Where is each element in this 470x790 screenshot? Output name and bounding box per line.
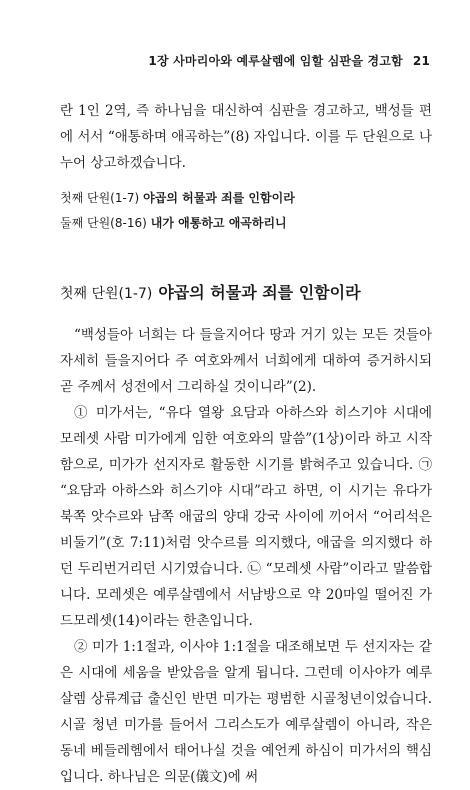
body-paragraph: ① 미가서는, “유다 열왕 요담과 아하스와 히스기야 시대에 모레셋 사람 미가에게 임한 여호와의 말씀”(1상)이라 하고 시작함으로, 미가가 선지자로 활동한 시기를 밝혀주고 있습니다. ㉠ “요담과 아하스와 히스기야 시대”라고 하면, 이 시기는 유다가 북쪽 앗수르와 남쪽 애굽의 양대 강국 사이에 끼어서 “어리석은 비둘기”(호 7:11)처럼 앗수르를 의지했다, 애굽을 의지했다 하던 두리번거리던 시기였습니다. ㉡ “모레셋 사람”이라고 말씀합니다. 모레셋은 예루살렘에서 서남방으로 약 20마일 떨어진 가드모레셋(14)이라는 한촌입니다.	[60, 405, 432, 629]
chapter-title: 1장 사마리아와 예루살렘에 임할 심판을 경고함	[148, 54, 403, 68]
section-heading	[60, 280, 361, 303]
body-text	[60, 322, 432, 790]
scripture-quote: “백성들아 너희는 다 들을지어다 땅과 거기 있는 모든 것들아 자세히 들을지어다 주 여호와께서 너희에게 대하여 증거하시되 곧 주께서 성전에서 그리하실 것이니라”(2).	[60, 327, 432, 395]
outline-title: 내가 애통하고 애곡하리니	[150, 216, 287, 230]
running-header	[148, 52, 430, 69]
page-number: 21	[412, 54, 430, 68]
body-paragraph: ② 미가 1:1절과, 이사야 1:1절을 대조해보면 두 선지자는 같은 시대에 세움을 받았음을 알게 됩니다. 그런데 이사야가 예루살렘 상류계급 출신인 반면 미가는 평범한 시골청년이었습니다. 시골 청년 미가를 들어서 그리스도가 예루살렘이 아니라, 작은 동네 베들레헴에서 태어나실 것을 예언케 하심이 미가서의 핵심입니다. 하나님은 의문(儀文)에 써	[60, 639, 432, 785]
outline-title: 야곱의 허물과 죄를 인함이라	[143, 191, 295, 205]
section-title: 야곱의 허물과 죄를 인함이라	[158, 283, 361, 302]
outline-label: 첫째 단원(1-7)	[60, 191, 140, 205]
outline-label: 둘째 단원(8-16)	[60, 216, 147, 230]
intro-block	[60, 98, 432, 176]
outline-item	[60, 211, 295, 236]
section-label: 첫째 단원(1-7)	[60, 286, 153, 302]
intro-paragraph: 란 1인 2역, 즉 하나님을 대신하여 심판을 경고하고, 백성들 편에 서서 “애통하며 애곡하는”(8) 자입니다. 이를 두 단원으로 나누어 상고하겠습니다.	[60, 103, 432, 171]
section-outline	[60, 186, 295, 236]
outline-item	[60, 186, 295, 211]
